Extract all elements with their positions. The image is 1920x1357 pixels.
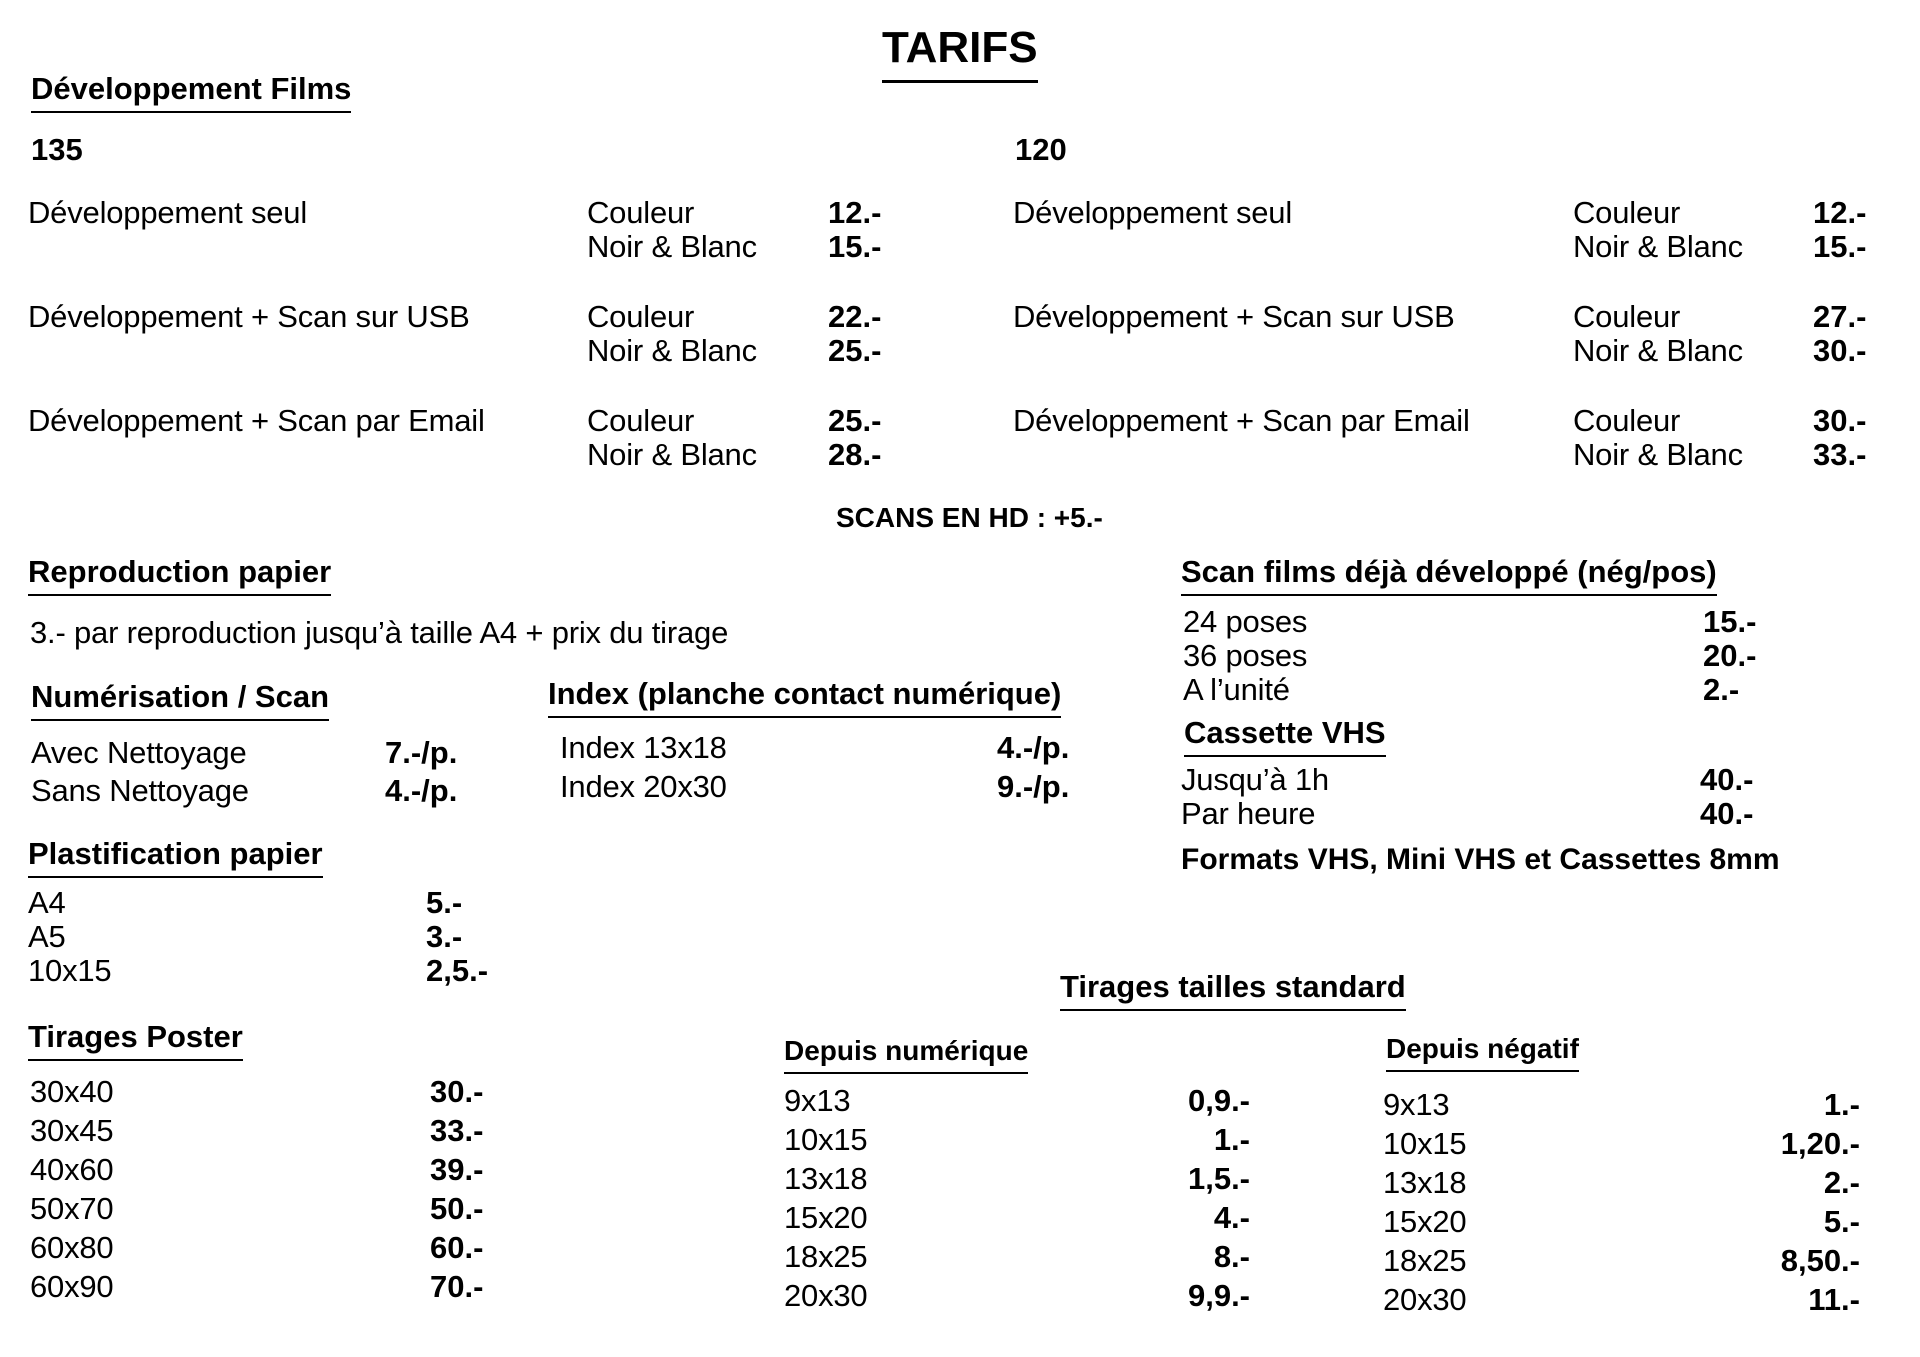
numerique-row2-label: 10x15 xyxy=(784,1122,868,1157)
numerique-row6-price: 9,9.- xyxy=(1187,1278,1250,1313)
scan-films-heading: Scan films déjà développé (nég/pos) xyxy=(1181,555,1717,596)
negatif-row3-label: 13x18 xyxy=(1383,1165,1467,1200)
vhs-note: Formats VHS, Mini VHS et Cassettes 8mm xyxy=(1181,843,1780,876)
numerique-row4-label: 15x20 xyxy=(784,1200,868,1235)
repro-text: 3.- par reproduction jusqu’à taille A4 + prix du tirage xyxy=(30,615,729,650)
dev-135-row3-c1: Couleur xyxy=(587,403,695,438)
dev-120-row3-c1: Couleur xyxy=(1573,403,1681,438)
poster-row6-price: 70.- xyxy=(430,1269,484,1304)
dev-120-row2-p1: 27.- xyxy=(1813,299,1867,334)
dev-135-row3-p1: 25.- xyxy=(828,403,882,438)
plastif-row3-price: 2,5.- xyxy=(426,953,489,988)
dev-135-row1-p2: 15.- xyxy=(828,229,882,264)
dev-135-row2-label: Développement + Scan sur USB xyxy=(28,299,470,334)
index-row1-label: Index 13x18 xyxy=(560,730,727,765)
dev-135-row1-label: Développement seul xyxy=(28,195,308,230)
vhs-row2-label: Par heure xyxy=(1181,796,1316,831)
negatif-row2-label: 10x15 xyxy=(1383,1126,1467,1161)
index-row2-label: Index 20x30 xyxy=(560,769,727,804)
negatif-row1-label: 9x13 xyxy=(1383,1087,1450,1122)
scan-films-row2-price: 20.- xyxy=(1703,638,1757,673)
format-135-label: 135 xyxy=(31,132,83,167)
poster-row5-label: 60x80 xyxy=(30,1230,114,1265)
poster-row2-label: 30x45 xyxy=(30,1113,114,1148)
dev-135-row3-c2: Noir & Blanc xyxy=(587,437,757,472)
poster-row1-label: 30x40 xyxy=(30,1074,114,1109)
scan-films-row1-label: 24 poses xyxy=(1183,604,1308,639)
index-row2-price: 9.-/p. xyxy=(997,769,1070,804)
poster-row4-label: 50x70 xyxy=(30,1191,114,1226)
vhs-row1-price: 40.- xyxy=(1700,762,1754,797)
vhs-row1-label: Jusqu’à 1h xyxy=(1181,762,1329,797)
repro-heading: Reproduction papier xyxy=(28,555,331,596)
negatif-row4-label: 15x20 xyxy=(1383,1204,1467,1239)
dev-films-heading: Développement Films xyxy=(31,72,351,113)
numerique-row4-price: 4.- xyxy=(1213,1200,1250,1235)
numerisation-row2-label: Sans Nettoyage xyxy=(31,773,249,808)
dev-135-row1-c1: Couleur xyxy=(587,195,695,230)
dev-120-row1-label: Développement seul xyxy=(1013,195,1293,230)
scan-films-row2-label: 36 poses xyxy=(1183,638,1308,673)
negatif-row4-price: 5.- xyxy=(1823,1204,1860,1239)
dev-120-row1-p1: 12.- xyxy=(1813,195,1867,230)
negatif-row3-price: 2.- xyxy=(1823,1165,1860,1200)
numerisation-row2-price: 4.-/p. xyxy=(385,773,458,808)
plastif-row2-label: A5 xyxy=(28,919,66,954)
tirages-heading: Tirages tailles standard xyxy=(1060,970,1406,1011)
dev-120-row2-c2: Noir & Blanc xyxy=(1573,333,1743,368)
poster-row6-label: 60x90 xyxy=(30,1269,114,1304)
tirages-numerique-heading: Depuis numérique xyxy=(784,1035,1028,1074)
numerique-row5-price: 8.- xyxy=(1213,1239,1250,1274)
poster-heading: Tirages Poster xyxy=(28,1020,243,1061)
plastif-row2-price: 3.- xyxy=(426,919,463,954)
negatif-row5-label: 18x25 xyxy=(1383,1243,1467,1278)
plastif-row3-label: 10x15 xyxy=(28,953,112,988)
numerique-row2-price: 1.- xyxy=(1213,1122,1250,1157)
dev-135-row3-label: Développement + Scan par Email xyxy=(28,403,485,438)
plastif-row1-label: A4 xyxy=(28,885,66,920)
poster-row5-price: 60.- xyxy=(430,1230,484,1265)
dev-120-row2-label: Développement + Scan sur USB xyxy=(1013,299,1455,334)
dev-135-row2-c1: Couleur xyxy=(587,299,695,334)
dev-135-row2-c2: Noir & Blanc xyxy=(587,333,757,368)
page-title: TARIFS xyxy=(882,24,1038,83)
dev-120-row1-c1: Couleur xyxy=(1573,195,1681,230)
numerique-row6-label: 20x30 xyxy=(784,1278,868,1313)
negatif-row2-price: 1,20.- xyxy=(1780,1126,1860,1161)
numerique-row1-price: 0,9.- xyxy=(1187,1083,1250,1118)
numerisation-heading: Numérisation / Scan xyxy=(31,680,329,721)
dev-135-row3-p2: 28.- xyxy=(828,437,882,472)
numerique-row5-label: 18x25 xyxy=(784,1239,868,1274)
scan-films-row1-price: 15.- xyxy=(1703,604,1757,639)
negatif-row6-label: 20x30 xyxy=(1383,1282,1467,1317)
numerique-row3-price: 1,5.- xyxy=(1187,1161,1250,1196)
dev-120-row2-p2: 30.- xyxy=(1813,333,1867,368)
plastif-row1-price: 5.- xyxy=(426,885,463,920)
vhs-heading: Cassette VHS xyxy=(1184,716,1386,757)
format-120-label: 120 xyxy=(1015,132,1067,167)
negatif-row5-price: 8,50.- xyxy=(1780,1243,1860,1278)
poster-row3-label: 40x60 xyxy=(30,1152,114,1187)
plastif-heading: Plastification papier xyxy=(28,837,323,878)
hd-scan-note: SCANS EN HD : +5.- xyxy=(836,502,1103,533)
poster-row2-price: 33.- xyxy=(430,1113,484,1148)
index-row1-price: 4.-/p. xyxy=(997,730,1070,765)
dev-120-row1-c2: Noir & Blanc xyxy=(1573,229,1743,264)
poster-row3-price: 39.- xyxy=(430,1152,484,1187)
numerisation-row1-label: Avec Nettoyage xyxy=(31,735,247,770)
tirages-negatif-heading: Depuis négatif xyxy=(1386,1033,1579,1072)
index-heading: Index (planche contact numérique) xyxy=(548,677,1061,718)
dev-135-row2-p2: 25.- xyxy=(828,333,882,368)
scan-films-row3-price: 2.- xyxy=(1703,672,1740,707)
dev-135-row2-p1: 22.- xyxy=(828,299,882,334)
negatif-row6-price: 11.- xyxy=(1808,1282,1860,1317)
poster-row4-price: 50.- xyxy=(430,1191,484,1226)
negatif-row1-price: 1.- xyxy=(1823,1087,1860,1122)
dev-135-row1-p1: 12.- xyxy=(828,195,882,230)
numerique-row3-label: 13x18 xyxy=(784,1161,868,1196)
dev-120-row3-c2: Noir & Blanc xyxy=(1573,437,1743,472)
dev-120-row1-p2: 15.- xyxy=(1813,229,1867,264)
dev-120-row3-p2: 33.- xyxy=(1813,437,1867,472)
numerisation-row1-price: 7.-/p. xyxy=(385,735,458,770)
vhs-row2-price: 40.- xyxy=(1700,796,1754,831)
dev-120-row2-c1: Couleur xyxy=(1573,299,1681,334)
poster-row1-price: 30.- xyxy=(430,1074,484,1109)
dev-120-row3-label: Développement + Scan par Email xyxy=(1013,403,1470,438)
dev-120-row3-p1: 30.- xyxy=(1813,403,1867,438)
scan-films-row3-label: A l’unité xyxy=(1183,672,1290,707)
dev-135-row1-c2: Noir & Blanc xyxy=(587,229,757,264)
numerique-row1-label: 9x13 xyxy=(784,1083,851,1118)
